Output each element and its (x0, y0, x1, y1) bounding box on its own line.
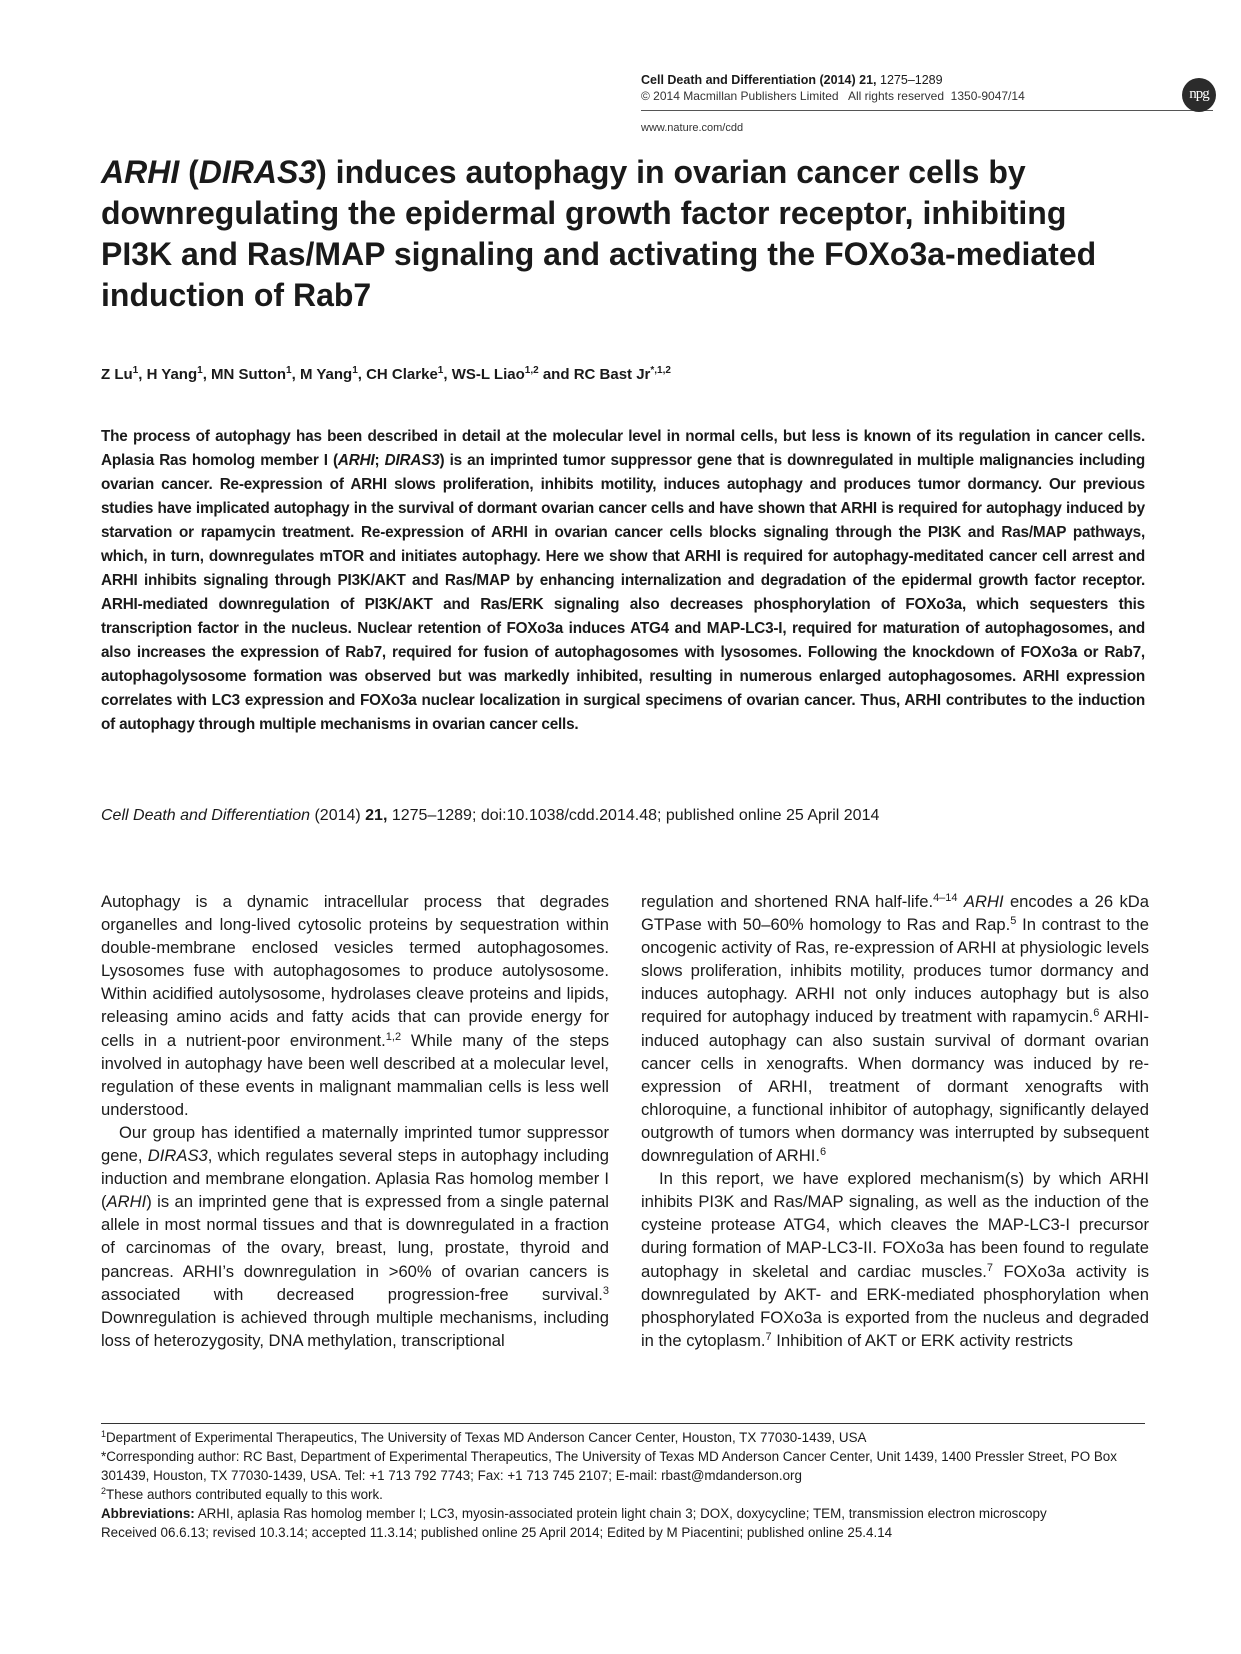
abstract-gene: ARHI (337, 452, 375, 469)
footnote-divider (101, 1423, 1145, 1424)
abstract-gene: DIRAS3 (384, 452, 440, 469)
footnote-equal-contribution: $^2$These authors contributed equally to this work. (101, 1486, 383, 1502)
body-paragraph: In this report, we have explored mechanism(s) by which ARHI inhibits PI3K and Ras/MAP signaling, as well as the induction of the cysteine protease ATG4, which cleaves the MAP-LC3-I precursor during formation of MAP-LC3-II. FOXo3a has been found to regulate autophagy in skeletal and cardiac muscles.$^7$ FOXo3a activity is downregulated by AKT- and ERK-mediated phosphorylation when phosphorylated FOXo3a is exported from the nucleus and degraded in the cytoplasm.$^7$ Inhibition of AKT or ERK activity restricts (641, 1169, 1149, 1350)
npg-logo: npg (1182, 78, 1216, 112)
article-title: ARHI (DIRAS3) induces autophagy in ovarian cancer cells by downregulating the epidermal growth factor receptor, inhibiting PI3K and Ras/MAP signaling and activating the FOXo3a-mediated induction of Rab7 (101, 154, 1097, 313)
journal-year: (2014) (819, 73, 856, 87)
body-paragraph: regulation and shortened RNA half-life.$^{4-14}$ ARHI encodes a 26 kDa GTPase with 50–60% homology to Ras and Rap.$^5$ In contrast to the oncogenic activity of Ras, re-expression of ARHI at physiologic levels slows proliferation, inhibits motility, produces tumor dormancy and induces autophagy. ARHI not only induces autophagy but is also required for autophagy induced by treatment with rapamycin.$^6$ ARHI-induced autophagy can also sustain survival of dormant ovarian cancer cells in xenografts. When dormancy was induced by re-expression of ARHI, treatment of dormant xenografts with chloroquine, a functional inhibitor of autophagy, significantly delayed outgrowth of tumors when dormancy was interrupted by subsequent downregulation of ARHI.$^6$ (641, 892, 1149, 1166)
copyright: © 2014 Macmillan Publishers Limited (641, 89, 839, 103)
author: MN Sutton (211, 366, 287, 383)
abstract: The process of autophagy has been described in detail at the molecular level in normal cells, but less is known of its regulation in cancer cells. Aplasia Ras homolog member I (ARHI; DIRAS3) is an imprinted tumor suppressor gene that is downregulated in multiple malignancies including ovarian cancer. Re-expression of ARHI slows proliferation, inhibits motility, induces autophagy and produces tumor dormancy. Our previous studies have implicated autophagy in the survival of dormant ovarian cancer cells and have shown that ARHI is required for autophagy induced by starvation or rapamycin treatment. Re-expression of ARHI in ovarian cancer cells blocks signaling through the PI3K and Ras/MAP pathways, which, in turn, downregulates mTOR and initiates autophagy. Here we show that ARHI is required for autophagy-meditated cancer cell arrest and ARHI inhibits signaling through PI3K/AKT and Ras/MAP by enhancing internalization and degradation of the epidermal growth factor receptor. ARHI-mediated downregulation of PI3K/AKT and Ras/ERK signaling also decreases phosphorylation of FOXo3a, which sequesters this transcription factor in the nucleus. Nuclear retention of FOXo3a induces ATG4 and MAP-LC3-I, required for maturation of autophagosomes, and also increases the expression of Rab7, required for fusion of autophagosomes with lysosomes. Following the knockdown of FOXo3a or Rab7, autophagolysosome formation was observed but was markedly inhibited, resulting in numerous enlarged autophagosomes. ARHI expression correlates with LC3 expression and FOXo3a nuclear localization in surgical specimens of ovarian cancer. Thus, ARHI contributes to the induction of autophagy through multiple mechanisms in ovarian cancer cells. (101, 428, 1146, 733)
title-text: ) induces autophagy in ovarian cancer cells by downregulating the epidermal growth factor receptor, inhibiting PI3K and Ras/MAP signaling and activating the FOXo3a-mediated induction of Rab7 (101, 154, 1097, 313)
citation-doi: 1275–1289; doi:10.1038/cdd.2014.48; published online 25 April 2014 (387, 807, 880, 824)
journal-volume: 21, (859, 73, 877, 87)
reference-marker[interactable]: 7 (765, 1330, 772, 1343)
author: Z Lu (101, 366, 133, 383)
running-header (641, 72, 1216, 134)
reference-marker[interactable]: 3 (602, 1284, 609, 1297)
title-gene-arhi: ARHI (101, 154, 180, 190)
body-paragraph: Our group has identified a maternally imprinted tumor suppressor gene, DIRAS3, which regulates several steps in autophagy including induction and membrane elongation. Aplasia Ras homolog member I (ARHI) is an imprinted gene that is expressed from a single paternal allele in most normal tissues and that is downregulated in a fraction of carcinomas of the ovary, breast, lung, prostate, thyroid and pancreas. ARHI’s downregulation in >60% of ovarian cancers is associated with decreased progression-free survival.$^3$ Downregulation is achieved through multiple mechanisms, including loss of heterozygosity, DNA methylation, transcriptional (101, 1122, 609, 1350)
footnotes (101, 1428, 1145, 1542)
issn: 1350-9047/14 (950, 89, 1025, 103)
reference-marker[interactable]: 6 (819, 1146, 827, 1159)
body-column-right (641, 890, 1149, 1352)
author: RC Bast Jr (573, 366, 651, 383)
reference-marker[interactable]: 7 (986, 1261, 993, 1274)
header-divider (641, 110, 1213, 111)
body-column-left (101, 890, 609, 1352)
journal-pages: 1275–1289 (880, 73, 943, 87)
author: WS-L Liao (451, 366, 525, 383)
reference-marker[interactable]: 5 (1010, 915, 1017, 928)
author-list: Z Lu$^1$, H Yang$^1$, MN Sutton$^1$, M Yang$^1$, CH Clarke$^1$, WS-L Liao$^{1,2}$ and RC Bast $Jr^{*,1,2}$ (101, 365, 671, 383)
footnote-corresponding-author: *Corresponding author: RC Bast, Department of Experimental Therapeutics, The University of Texas MD Anderson Cancer Center, Unit 1439, 1400 Pressler Street, PO Box 301439, Houston, TX 77030-1439, USA. Tel: +1 713 792 7743; Fax: +1 713 745 2107; E-mail: rbast@mdanderson.org (101, 1449, 1117, 1483)
footnote-abbreviations: Abbreviations: ARHI, aplasia Ras homolog member I; LC3, myosin-associated protein light chain 3; DOX, doxycycline; TEM, transmission electron microscopy (101, 1506, 1047, 1521)
author: M Yang (299, 366, 353, 383)
reference-marker[interactable]: 4–14 (933, 892, 958, 904)
footnote-received: Received 06.6.13; revised 10.3.14; accepted 11.3.14; published online 25 April 2014; Edited by M Piacentini; published online 25.4.14 (101, 1525, 893, 1540)
reference-marker[interactable]: 1,2 (385, 1030, 402, 1043)
journal-name: Cell Death and Differentiation (641, 73, 817, 87)
footnote-affiliation: $^1$Department of Experimental Therapeutics, The University of Texas MD Anderson Cancer Center, Houston, TX 77030-1439, USA (101, 1429, 867, 1445)
citation-volume: 21, (365, 807, 388, 824)
rights: All rights reserved (847, 89, 944, 103)
citation-journal: Cell Death and Differentiation (101, 807, 311, 824)
author: CH Clarke (366, 366, 438, 383)
article-citation: Cell Death and Differentiation (2014) 21, 1275–1289; doi:10.1038/cdd.2014.48; published online 25 April 2014 (101, 807, 880, 824)
title-gene-diras3: DIRAS3 (198, 154, 317, 190)
journal-url[interactable]: www.nature.com/cdd (641, 122, 744, 134)
reference-marker[interactable]: 6 (1093, 1007, 1100, 1020)
body-paragraph: Autophagy is a dynamic intracellular process that degrades organelles and long-lived cytosolic proteins by sequestration within double-membrane enclosed vesicles termed autophagosomes. Lysosomes fuse with autophagosomes to produce autolysosome. Within acidified autolysosome, hydrolases cleave proteins and lipids, releasing amino acids and fatty acids that can provide energy for cells in a nutrient-poor environment.$^{1,2}$ While many of the steps involved in autophagy have been well described at a molecular level, regulation of these events in malignant mammalian cells is less well understood. (101, 892, 609, 1119)
author: H Yang (146, 366, 198, 383)
copyright-line (641, 88, 1216, 104)
journal-citation-line (641, 72, 1216, 88)
